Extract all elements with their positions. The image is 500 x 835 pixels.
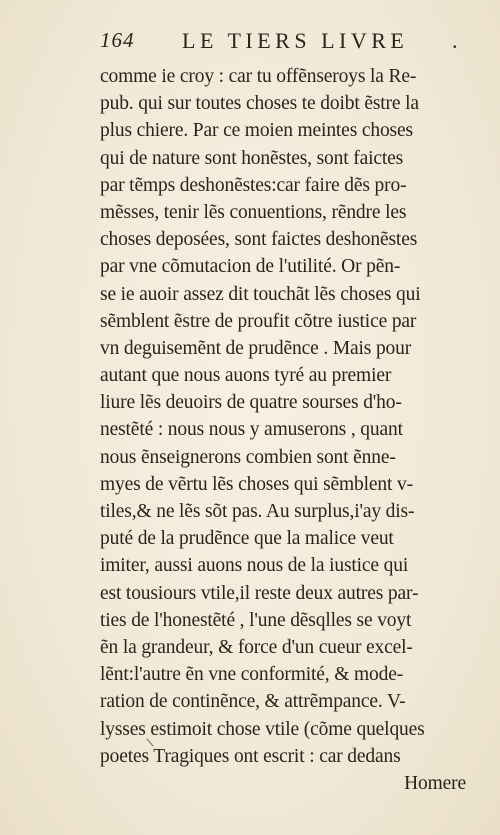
text-line: vn deguisemẽnt de prudẽnce . Mais pour: [100, 337, 412, 359]
text-line: sẽmblent ẽstre de proufit cõtre iustice par: [100, 310, 417, 332]
text-line: plus chiere. Par ce moien meintes choses: [100, 120, 413, 142]
text-line: qui de nature sont honẽstes, sont faictes: [100, 147, 404, 169]
text-line: se ie auoir assez dit touchãt lẽs choses qui: [100, 283, 421, 305]
text-line: liure lẽs deuoirs de quatre sourses d'ho-: [100, 392, 402, 414]
body-text: [100, 63, 466, 797]
header-end-mark: .: [452, 28, 458, 53]
text-line: par tẽmps deshonẽstes:car faire dẽs pro-: [100, 174, 407, 196]
text-line: poetes Tragiques ont escrit : car dedans: [100, 745, 401, 767]
text-line: nestẽté : nous nous y amuserons , quant: [100, 419, 403, 441]
page-number: 164: [100, 28, 135, 52]
text-line: autant que nous auons tyré au premier: [100, 365, 392, 387]
text-line: lysses estimoit chose vtile (cõme quelques: [100, 718, 425, 740]
text-line: nous ẽnseignerons combien sont ẽnne-: [100, 446, 396, 468]
text-line: pub. qui sur toutes choses te doibt ẽstre la: [100, 93, 419, 115]
catchword: Homere: [404, 772, 466, 794]
text-line: puté de la prudẽnce que la malice veut: [100, 528, 394, 550]
ink-mark: [146, 738, 156, 748]
text-line: myes de vẽrtu lẽs choses qui sẽmblent v-: [100, 473, 413, 495]
text-line: ẽn la grandeur, & force d'un cueur excel-: [100, 636, 413, 658]
text-line: lẽnt:l'autre ẽn vne conformité, & mode-: [100, 664, 404, 686]
page-header: [100, 28, 470, 54]
text-line: tiles,& ne lẽs sõt pas. Au surplus,i'ay dis-: [100, 501, 415, 522]
text-line: mẽsses, tenir lẽs conuentions, rẽndre les: [100, 201, 407, 223]
text-line: ration de continẽnce, & attrẽmpance. V-: [100, 691, 406, 713]
text-line: ties de l'honestẽté , l'une dẽsqlles se voyt: [100, 609, 412, 631]
running-title: LE TIERS LIVRE: [182, 28, 409, 53]
text-line: imiter, aussi auons nous de la iustice qui: [100, 555, 409, 577]
text-line: choses deposées, sont faictes deshonẽstes: [100, 229, 418, 251]
text-line: comme ie croy : car tu offẽnseroys la Re-: [100, 66, 417, 87]
text-line: est tousiours vtile,il reste deux autres par-: [100, 582, 419, 604]
text-line: par vne cõmutacion de l'utilité. Or pẽn-: [100, 256, 401, 278]
